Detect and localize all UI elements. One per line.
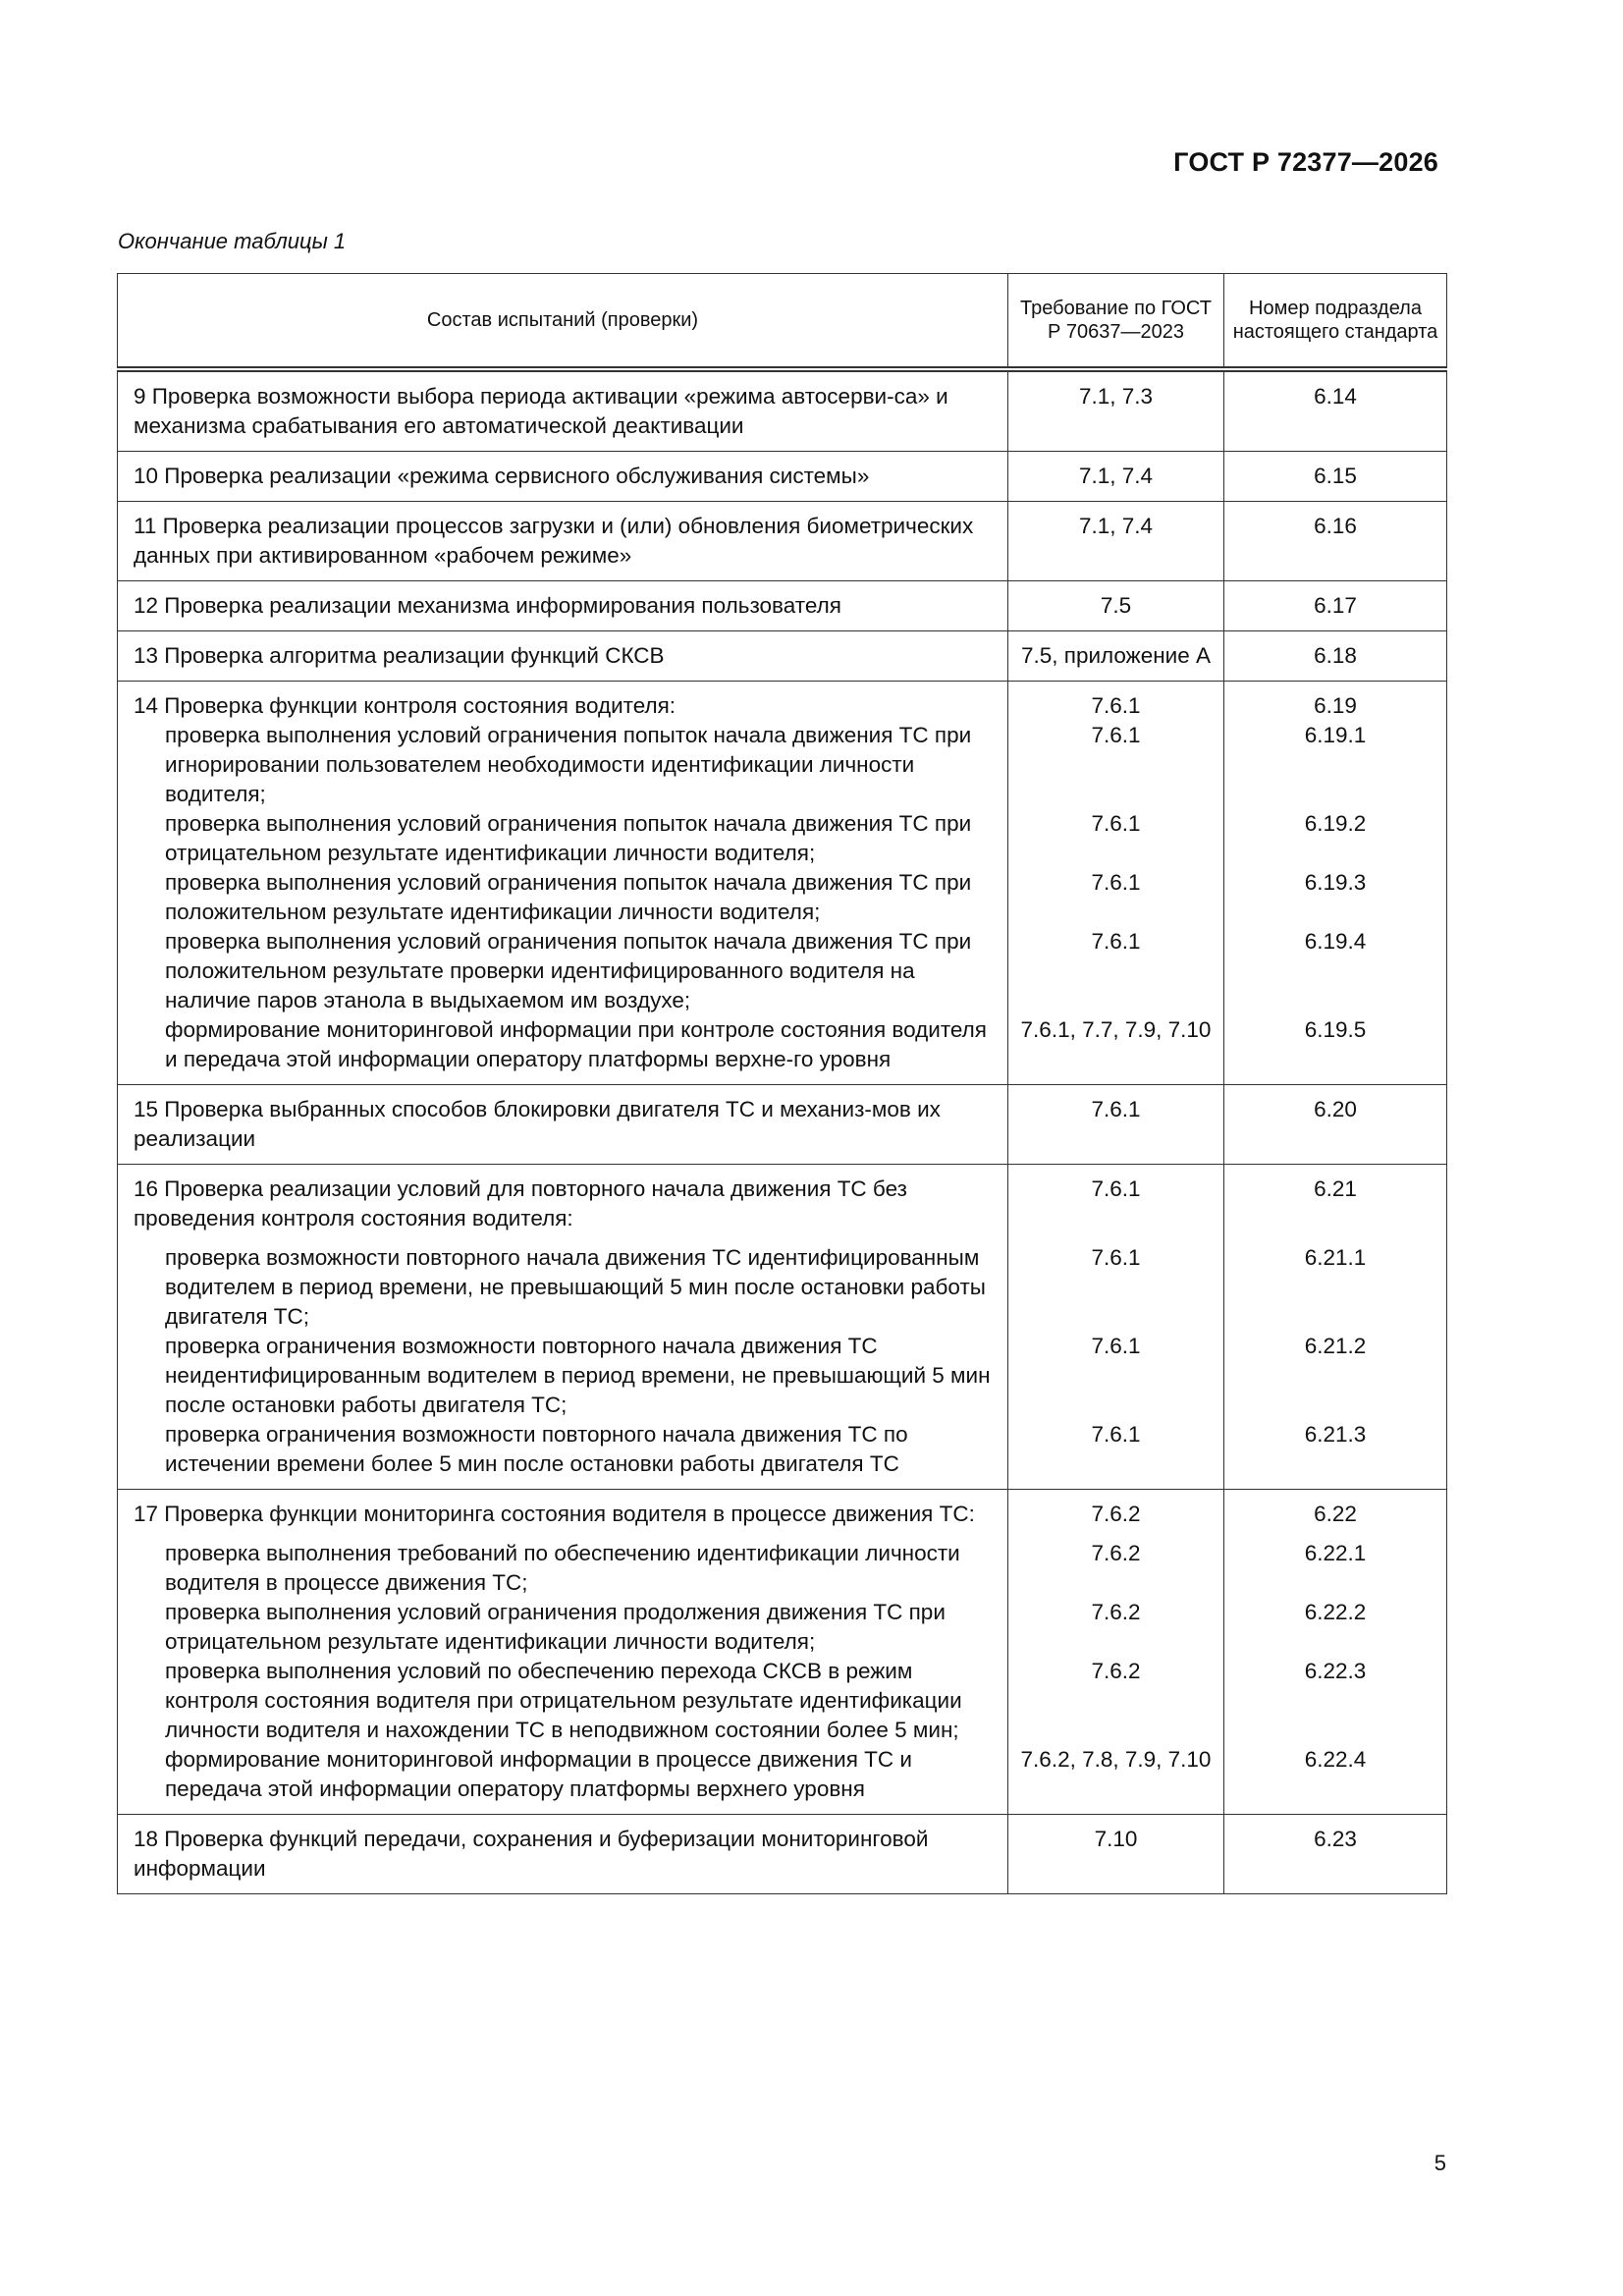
requirement-cell: 7.6.1	[1008, 1233, 1224, 1332]
table-row	[118, 1657, 1447, 1745]
table-row	[118, 1332, 1447, 1420]
requirement-cell: 7.6.1, 7.7, 7.9, 7.10	[1008, 1015, 1224, 1085]
subsection-cell: 6.21.1	[1224, 1233, 1447, 1332]
item-text: 16 Проверка реализации условий для повторного начала движения ТС без проведения контроля состояния водителя:	[118, 1165, 1008, 1234]
table-row	[118, 721, 1447, 809]
header-requirement: Требование по ГОСТ Р 70637—2023	[1008, 274, 1224, 370]
table-group	[118, 631, 1447, 682]
table-row	[118, 1745, 1447, 1815]
table-row	[118, 452, 1447, 502]
table-row	[118, 581, 1447, 631]
table-row	[118, 1815, 1447, 1894]
table-row	[118, 809, 1447, 868]
requirement-cell: 7.6.1	[1008, 1420, 1224, 1490]
table-group	[118, 682, 1447, 1085]
table-group	[118, 1490, 1447, 1815]
subitem-text: проверка выполнения условий ограничения попыток начала движения ТС при отрицательном результате идентификации личности водителя;	[118, 809, 1008, 868]
subsection-cell: 6.19.4	[1224, 927, 1447, 1015]
subsection-cell: 6.21	[1224, 1165, 1447, 1234]
subsection-cell: 6.23	[1224, 1815, 1447, 1894]
table-group	[118, 1815, 1447, 1894]
subsection-cell: 6.18	[1224, 631, 1447, 682]
subitem-text: проверка выполнения условий ограничения продолжения движения ТС при отрицательном результате идентификации личности водителя;	[118, 1598, 1008, 1657]
requirement-cell: 7.6.1	[1008, 682, 1224, 722]
table-group	[118, 1085, 1447, 1165]
table-row	[118, 631, 1447, 682]
item-text: 18 Проверка функций передачи, сохранения и буферизации мониторинговой информации	[118, 1815, 1008, 1894]
item-text: 11 Проверка реализации процессов загрузки и (или) обновления биометрических данных при активированном «рабочем режиме»	[118, 502, 1008, 581]
subitem-text: проверка возможности повторного начала движения ТС идентифицированным водителем в период времени, не превышающий 5 мин после остановки работы двигателя ТС;	[118, 1233, 1008, 1332]
subsection-cell: 6.19.2	[1224, 809, 1447, 868]
subitem-text: проверка выполнения требований по обеспечению идентификации личности водителя в процессе движения ТС;	[118, 1529, 1008, 1598]
subsection-cell: 6.19.5	[1224, 1015, 1447, 1085]
table-row	[118, 1015, 1447, 1085]
table-row	[118, 868, 1447, 927]
table-row	[118, 1420, 1447, 1490]
table-row	[118, 1598, 1447, 1657]
item-text: 12 Проверка реализации механизма информирования пользователя	[118, 581, 1008, 631]
requirement-cell: 7.6.2	[1008, 1657, 1224, 1745]
subsection-cell: 6.22	[1224, 1490, 1447, 1530]
standard-designation: ГОСТ Р 72377—2026	[1173, 147, 1438, 177]
requirement-cell: 7.6.2	[1008, 1529, 1224, 1598]
requirement-cell: 7.6.1	[1008, 927, 1224, 1015]
requirement-cell: 7.6.2	[1008, 1490, 1224, 1530]
item-text: 13 Проверка алгоритма реализации функций СКСВ	[118, 631, 1008, 682]
header-row	[118, 274, 1447, 370]
requirement-cell: 7.5	[1008, 581, 1224, 631]
item-text: 14 Проверка функции контроля состояния водителя:	[118, 682, 1008, 722]
requirement-cell: 7.6.1	[1008, 721, 1224, 809]
subsection-cell: 6.21.2	[1224, 1332, 1447, 1420]
requirement-cell: 7.5, приложение А	[1008, 631, 1224, 682]
subsection-cell: 6.14	[1224, 369, 1447, 452]
table-row	[118, 1085, 1447, 1165]
requirement-cell: 7.6.2	[1008, 1598, 1224, 1657]
subitem-text: проверка выполнения условий ограничения попыток начала движения ТС при положительном результате идентификации личности водителя;	[118, 868, 1008, 927]
subsection-cell: 6.15	[1224, 452, 1447, 502]
table-caption: Окончание таблицы 1	[118, 229, 347, 253]
table-group	[118, 369, 1447, 452]
subitem-text: формирование мониторинговой информации в процессе движения ТС и передача этой информации оператору платформы верхнего уровня	[118, 1745, 1008, 1815]
subsection-cell: 6.22.3	[1224, 1657, 1447, 1745]
subsection-cell: 6.21.3	[1224, 1420, 1447, 1490]
table-group	[118, 502, 1447, 581]
item-text: 9 Проверка возможности выбора периода активации «режима автосерви-са» и механизма срабатывания его автоматической деактивации	[118, 369, 1008, 452]
requirements-table	[117, 273, 1447, 1894]
table-row	[118, 1490, 1447, 1530]
subsection-cell: 6.20	[1224, 1085, 1447, 1165]
header-subsection: Номер подраздела настоящего стандарта	[1224, 274, 1447, 370]
subitem-text: проверка выполнения условий ограничения попыток начала движения ТС при игнорировании пользователем необходимости идентификации личности водителя;	[118, 721, 1008, 809]
requirement-cell: 7.6.1	[1008, 868, 1224, 927]
subsection-cell: 6.19	[1224, 682, 1447, 722]
requirement-cell: 7.1, 7.4	[1008, 452, 1224, 502]
requirement-cell: 7.10	[1008, 1815, 1224, 1894]
table-row	[118, 682, 1447, 722]
subsection-cell: 6.17	[1224, 581, 1447, 631]
subsection-cell: 6.19.1	[1224, 721, 1447, 809]
requirement-cell: 7.1, 7.3	[1008, 369, 1224, 452]
item-text: 15 Проверка выбранных способов блокировки двигателя ТС и механиз-мов их реализации	[118, 1085, 1008, 1165]
subsection-cell: 6.22.1	[1224, 1529, 1447, 1598]
subsection-cell: 6.22.2	[1224, 1598, 1447, 1657]
subitem-text: проверка ограничения возможности повторного начала движения ТС по истечении времени более 5 мин после остановки работы двигателя ТС	[118, 1420, 1008, 1490]
requirement-cell: 7.6.1	[1008, 809, 1224, 868]
subitem-text: проверка выполнения условий по обеспечению перехода СКСВ в режим контроля состояния водителя при отрицательном результате идентификации личности водителя и нахождении ТС в неподвижном состоянии более 5 мин;	[118, 1657, 1008, 1745]
item-text: 10 Проверка реализации «режима сервисного обслуживания системы»	[118, 452, 1008, 502]
requirement-cell: 7.6.1	[1008, 1332, 1224, 1420]
page-number: 5	[1434, 2151, 1446, 2175]
requirement-cell: 7.1, 7.4	[1008, 502, 1224, 581]
subsection-cell: 6.16	[1224, 502, 1447, 581]
table-row	[118, 1165, 1447, 1234]
table-group	[118, 581, 1447, 631]
table-row	[118, 927, 1447, 1015]
table-row	[118, 502, 1447, 581]
item-text: 17 Проверка функции мониторинга состояния водителя в процессе движения ТС:	[118, 1490, 1008, 1530]
requirement-cell: 7.6.2, 7.8, 7.9, 7.10	[1008, 1745, 1224, 1815]
table-group	[118, 1165, 1447, 1490]
table-group	[118, 452, 1447, 502]
table-row	[118, 1233, 1447, 1332]
requirement-cell: 7.6.1	[1008, 1165, 1224, 1234]
table-row	[118, 369, 1447, 452]
table-row	[118, 1529, 1447, 1598]
subitem-text: формирование мониторинговой информации при контроле состояния водителя и передача этой информации оператору платформы верхне-го уровня	[118, 1015, 1008, 1085]
requirement-cell: 7.6.1	[1008, 1085, 1224, 1165]
header-tests: Состав испытаний (проверки)	[118, 274, 1008, 370]
subitem-text: проверка выполнения условий ограничения попыток начала движения ТС при положительном результате проверки идентифицированного водителя на наличие паров этанола в выдыхаемом им воздухе;	[118, 927, 1008, 1015]
subsection-cell: 6.19.3	[1224, 868, 1447, 927]
subsection-cell: 6.22.4	[1224, 1745, 1447, 1815]
subitem-text: проверка ограничения возможности повторного начала движения ТС неидентифицированным водителем в период времени, не превышающий 5 мин после остановки работы двигателя ТС;	[118, 1332, 1008, 1420]
